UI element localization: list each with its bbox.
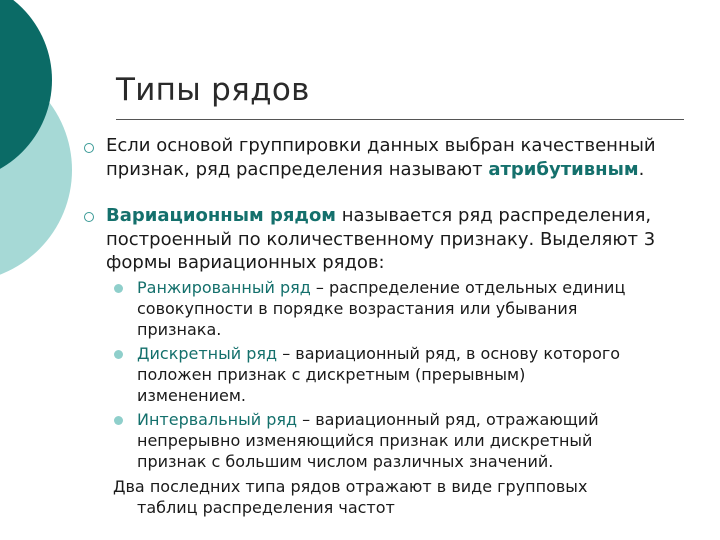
sub-text-line: признак с большим числом различных значений. <box>137 452 554 471</box>
sub-bullet-interval <box>137 409 717 472</box>
bullet-variational <box>106 204 696 275</box>
term-ranked: Ранжированный ряд <box>137 278 311 297</box>
bullet-emphasis: Вариационным рядом <box>106 205 337 226</box>
term-interval: Интервальный ряд <box>137 410 298 429</box>
sub-bullet-dot-icon <box>114 350 123 359</box>
sub-text-line: совокупности в порядке возрастания или убывания <box>137 299 578 318</box>
sub-bullet-ranked <box>137 277 717 340</box>
bullet-circle-icon <box>84 143 94 153</box>
sub-bullet-dot-icon <box>114 284 123 293</box>
bullet-attributive <box>106 134 696 181</box>
slide-title: Типы рядов <box>116 72 310 108</box>
conclusion-text <box>113 476 587 518</box>
sub-bullet-dot-icon <box>114 416 123 425</box>
sub-text-line: – вариационный ряд, в основу которого <box>277 344 621 363</box>
term-discrete: Дискретный ряд <box>137 344 278 363</box>
bullet-text: называется ряд распределения, построенный по количественному признаку. Выделяют 3 формы вариационных рядов: <box>106 205 656 273</box>
bullet-circle-icon <box>84 212 94 222</box>
bullet-tail: . <box>638 158 645 180</box>
bullet-text: Если основой группировки данных выбран качественный признак, ряд распределения называют <box>106 135 656 180</box>
sub-text-line: положен признак с дискретным (прерывным) <box>137 365 526 384</box>
sub-bullet-discrete <box>137 343 717 406</box>
sub-text-line: – распределение отдельных единиц <box>310 278 626 297</box>
bullet-emphasis: атрибутивным <box>488 158 639 180</box>
conclusion-line: Два последних типа рядов отражают в виде групповых <box>113 477 588 496</box>
sub-text-line: признака. <box>137 320 222 339</box>
sub-text-line: непрерывно изменяющийся признак или дискретный <box>137 431 593 450</box>
title-underline <box>116 119 684 120</box>
conclusion-line: таблиц распределения частот <box>137 498 395 517</box>
sub-text-line: – вариационный ряд, отражающий <box>297 410 599 429</box>
sub-text-line: изменением. <box>137 386 246 405</box>
